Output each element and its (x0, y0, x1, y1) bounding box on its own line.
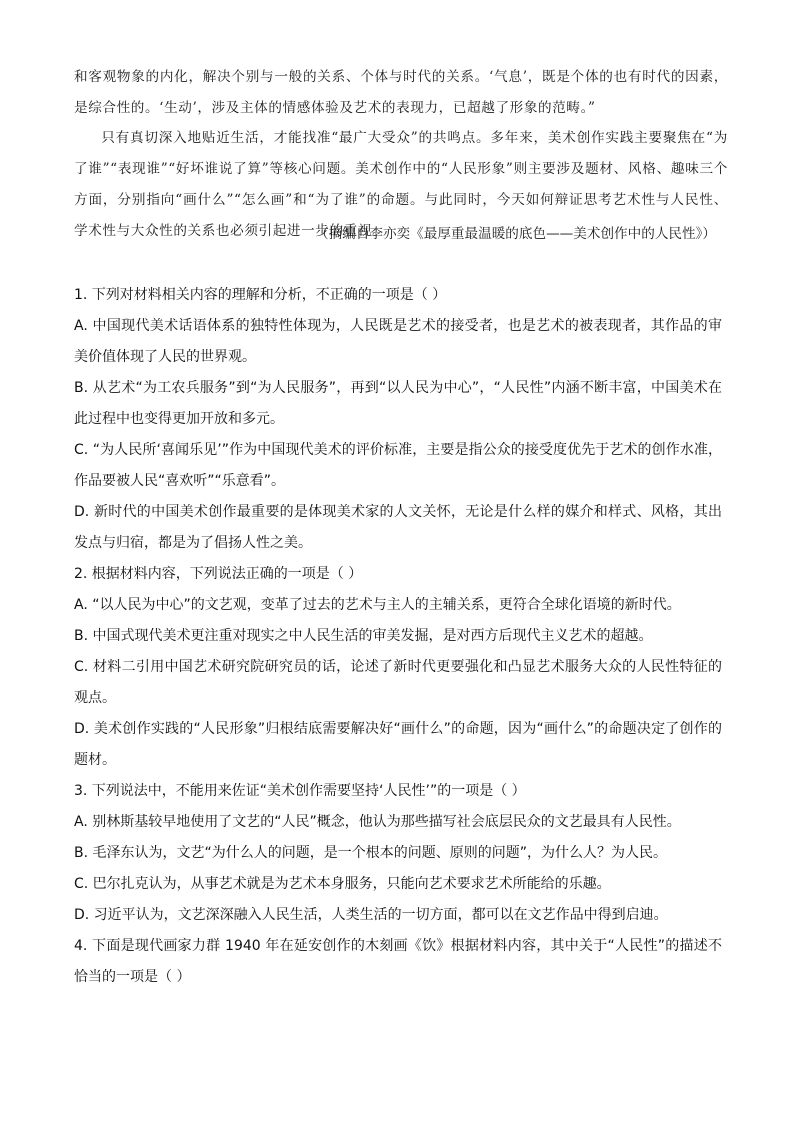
passage-source: （摘编自李亦奕《最厚重最温暖的底色——美术创作中的人民性》） (314, 226, 716, 242)
answer-option: A. 别林斯基较早地使用了文艺的“人民”概念，他认为那些描写社会底层民众的文艺最具有人民性。 (74, 814, 681, 830)
answer-option: B. 中国式现代美术更注重对现实之中人民生活的审美发掘，是对西方后现代主义艺术的超越。 (74, 628, 653, 644)
passage-paragraph: 和客观物象的内化，解决个别与一般的关系、个体与时代的关系。‘气息’，既是个体的也有时代的因素，是综合性的。‘生动’，涉及主体的情感体验及艺术的表现力，已超越了形象的范畴。” (74, 69, 728, 116)
answer-option: B. 毛泽东认为，文艺“为什么人的问题，是一个根本的问题、原则的问题”，为什么人？为人民。 (74, 845, 668, 861)
answer-option: A. “以人民为中心”的文艺观，变革了过去的艺术与主人的主辅关系，更符合全球化语境的新时代。 (74, 597, 681, 613)
passage-paragraph: 只有真切深入地贴近生活，才能找准“最广大受众”的共鸣点。多年来，美术创作实践主要聚焦在“为了谁”“表现谁”“好坏谁说了算”等核心问题。美术创作中的“人民形象”则主要涉及题材、风格、趣味三个方面，分别指向“画什么”“怎么画”和“为了谁”的命题。与此同时，今天如何辩证思考艺术性与人民性、学术性与大众性的关系也必须引起进一步的重视。 (74, 130, 728, 239)
answer-option: B. 从艺术“为工农兵服务”到“为人民服务”，再到“以人民为中心”，“人民性”内涵不断丰富，中国美术在此过程中也变得更加开放和多元。 (74, 380, 722, 427)
answer-option: D. 美术创作实践的“人民形象”归根结底需要解决好“画什么”的命题，因为“画什么”的命题决定了创作的题材。 (74, 721, 722, 768)
question-stem: 1. 下列对材料相关内容的理解和分析，不正确的一项是（ ） (74, 287, 447, 303)
question-list (74, 280, 722, 993)
answer-option: D. 习近平认为，文艺深深融入人民生活，人类生活的一切方面，都可以在文艺作品中得到启迪。 (74, 907, 668, 923)
question-stem: 4. 下面是现代画家力群 1940 年在延安创作的木刻画《饮》根据材料内容，其中关于“人民性”的描述不恰当的一项是（ ） (74, 938, 722, 985)
answer-option: D. 新时代的中国美术创作最重要的是体现美术家的人文关怀，无论是什么样的媒介和样式、风格，其出发点与归宿，都是为了倡扬人性之美。 (74, 504, 722, 551)
answer-option: C. 材料二引用中国艺术研究院研究员的话，论述了新时代更要强化和凸显艺术服务大众的人民性特征的观点。 (74, 659, 722, 706)
answer-option: C. 巴尔扎克认为，从事艺术就是为艺术本身服务，只能向艺术要求艺术所能给的乐趣。 (74, 876, 611, 892)
answer-option: A. 中国现代美术话语体系的独特性体现为，人民既是艺术的接受者，也是艺术的被表现者，其作品的审美价值体现了人民的世界观。 (74, 318, 722, 365)
answer-option: C. “为人民所‘喜闻乐见’”作为中国现代美术的评价标准，主要是指公众的接受度优先于艺术的创作水准，作品要被人民“喜欢听”“乐意看”。 (74, 442, 722, 489)
question-stem: 2. 根据材料内容，下列说法正确的一项是（ ） (74, 566, 363, 582)
question-stem: 3. 下列说法中，不能用来佐证“美术创作需要坚持‘人民性’”的一项是（ ） (74, 783, 526, 799)
